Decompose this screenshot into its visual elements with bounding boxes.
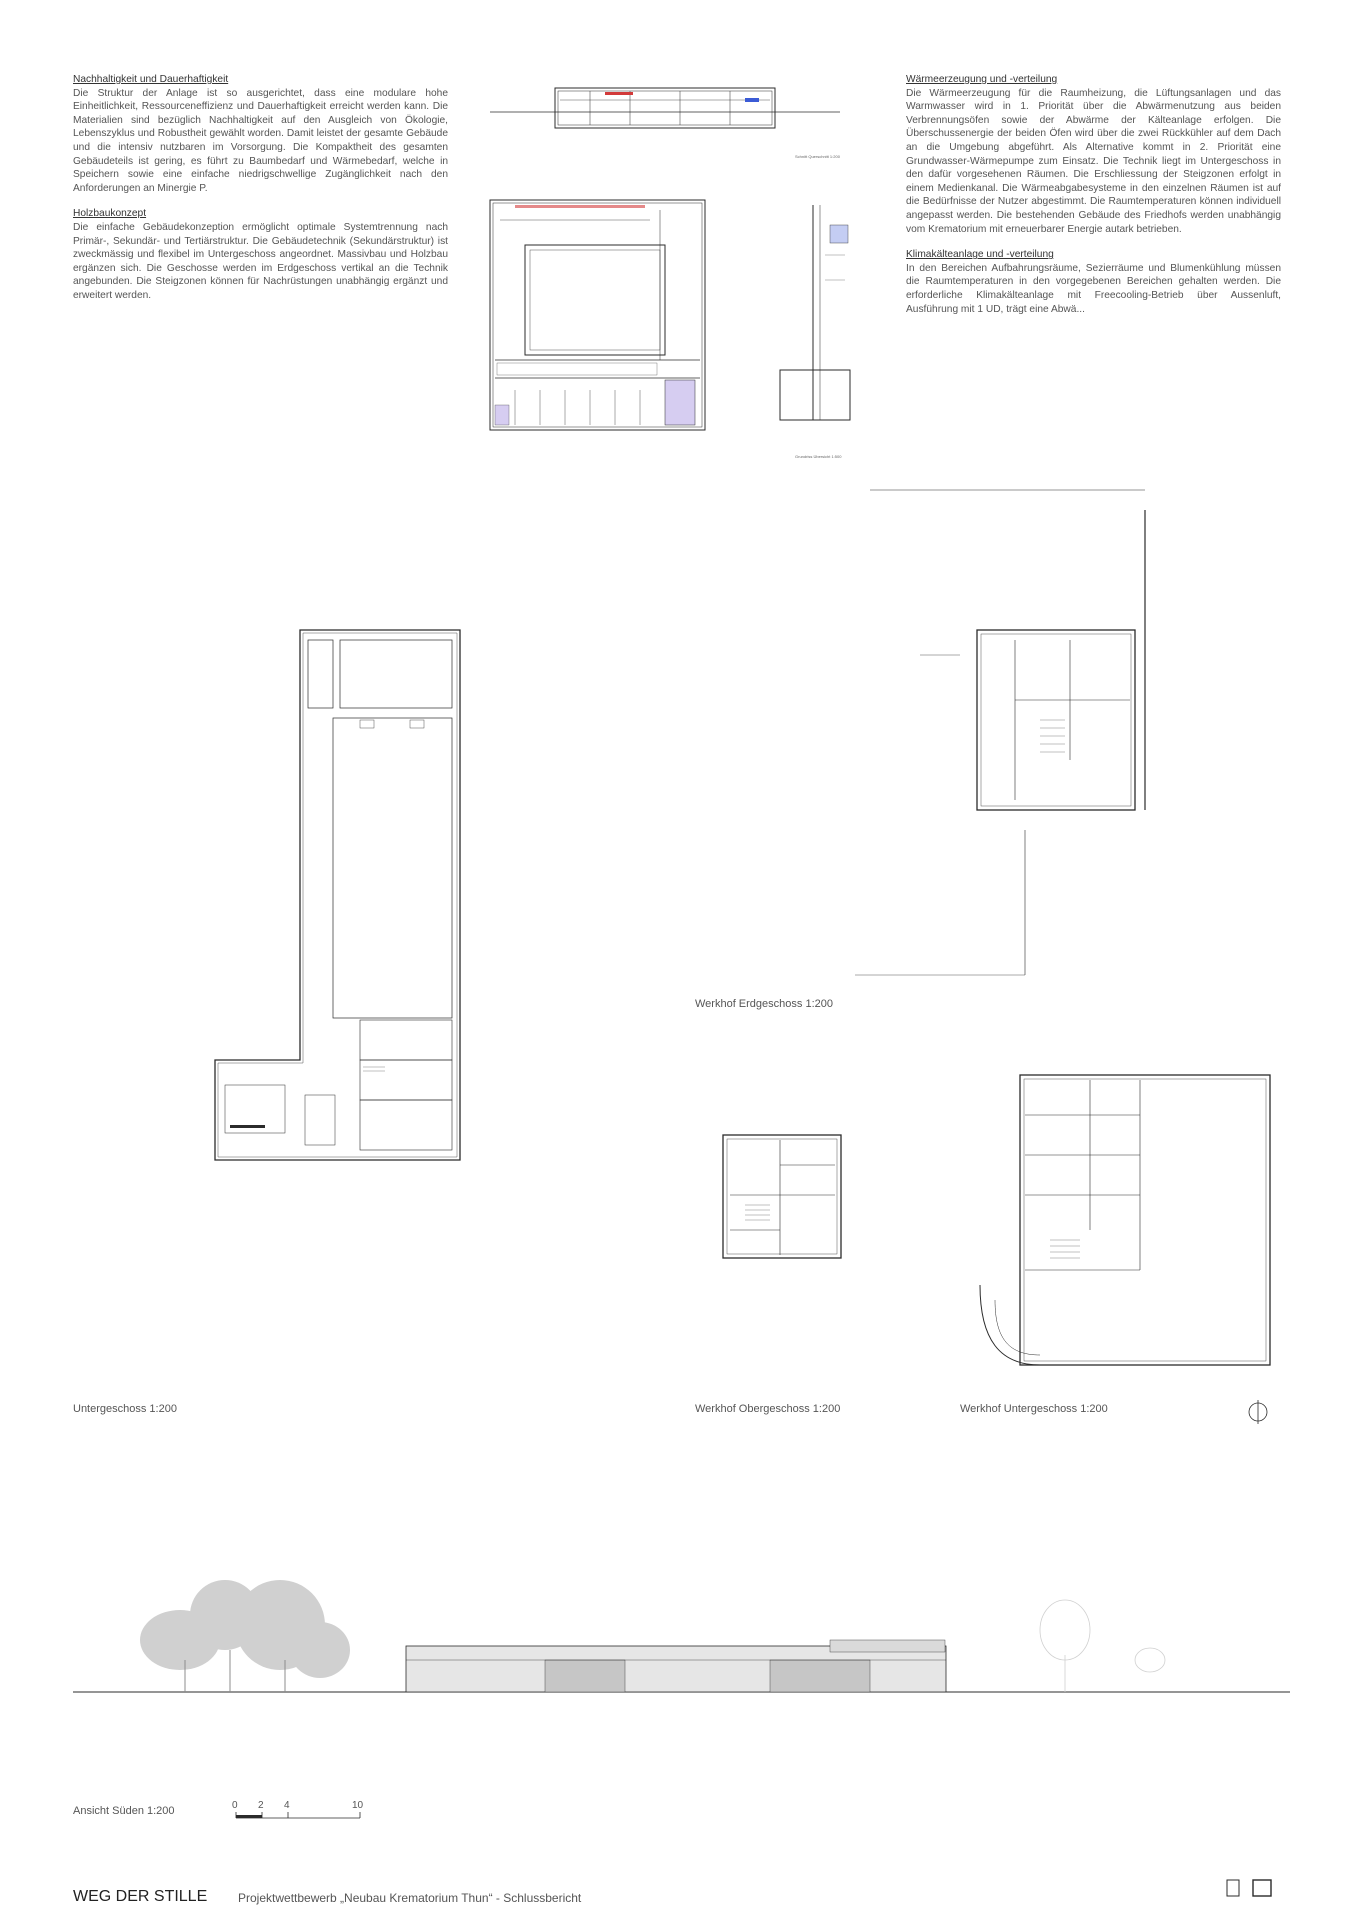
top-plan-drawing: [490, 200, 705, 430]
werkhof-eg-plan: [855, 490, 1145, 975]
paragraph-heating: Die Wärmeerzeugung für die Raumheizung, die Lüftungsanlagen und das Warmwasser wird in 1. Priorität über die Abwärmenutzung aus beiden Verbrennungsöfen sowie der Abwärme der Kälteanlage erfolgen. Die Überschussenergie der beiden Öfen wird über die zwei Rückkühler auf dem Dach an die Umgebung abgeführt. Als Alternative kommt in 2. Priorität eine Grundwasser-Wärmepumpe zum Einsatz. Die Technik liegt im Untergeschoss in den dafür vorgesehenen Räumen. Die Erschliessung der Steigzonen erfolgt in einem Medienkanal. Die Wärmeabgabesysteme in den einzelnen Räumen ist auf die Bedürfnisse der Nutzer abgestimmt. Die Raumtemperaturen können individuell angepasst werden. Die bestehenden Gebäude des Friedhofs werden unabhängig vom Krematorium mit erneuerbarer Energie autark betrieben.: [906, 87, 1281, 235]
top-plan-side-drawing: [780, 205, 850, 420]
caption-werkhof-og: Werkhof Obergeschoss 1:200: [695, 1403, 841, 1415]
heading-cooling: Klimakälteanlage und -verteilung: [906, 249, 1054, 261]
paragraph-cooling: In den Bereichen Aufbahrungsräume, Sezierräume und Blumenkühlung müssen die Raumtemperaturen in den vorgegebenen Bereichen gehalten werden. Die erforderliche Klimakälteanlage mit Freecooling-Betrieb über Aussenluft, Ausführung mit 1 UD, trägt eine Abwä...: [906, 262, 1281, 315]
scale-label-0: 0: [232, 1800, 238, 1811]
paragraph-timber-concept: Die einfache Gebäudekonzeption ermöglicht optimale Systemtrennung nach Primär-, Sekundär- und Tertiärstruktur. Die Gebäudetechnik (Sekundärstruktur) ist zweckmässig und flexibel im Untergeschoss angeordnet. Massivbau und Holzbau ergänzen sich. Die Geschosse werden im Erdgeschoss vertikal an die Technik angebunden. Die Steigzonen können für Nachrüstungen unabhängig ergänzt und erweitert werden.: [73, 221, 448, 301]
caption-werkhof-ug: Werkhof Untergeschoss 1:200: [960, 1403, 1108, 1415]
scale-bar: [236, 1812, 360, 1818]
werkhof-og-plan: [723, 1135, 841, 1258]
project-subtitle: Projektwettbewerb „Neubau Krematorium Thun“ - Schlussbericht: [238, 1891, 582, 1905]
north-arrow-icon: [1249, 1400, 1267, 1424]
heading-heating: Wärmeerzeugung und -verteilung: [906, 74, 1058, 85]
scale-label-2: 2: [258, 1800, 264, 1811]
tree-icon: [140, 1580, 350, 1678]
project-title: WEG DER STILLE: [73, 1888, 208, 1905]
caption-werkhof-eg: Werkhof Erdgeschoss 1:200: [695, 998, 833, 1010]
logo-icon: [1227, 1880, 1271, 1896]
caption-plan-top: Grundriss Übersicht 1:500: [795, 454, 842, 459]
scale-label-10: 10: [352, 1800, 364, 1811]
top-section-drawing: [490, 88, 840, 128]
caption-elevation: Ansicht Süden 1:200: [73, 1805, 175, 1817]
untergeschoss-plan: [215, 630, 460, 1160]
tree-icon-right: [1040, 1600, 1165, 1692]
scale-label-4: 4: [284, 1800, 290, 1811]
paragraph-sustainability: Die Struktur der Anlage ist so ausgerichtet, dass eine modulare hohe Einheitlichkeit, Ressourceneffizienz und Dauerhaftigkeit erreicht werden kann. Die Materialien sind bezüglich Nachhaltigkeit auf den Ausgleich von Ökologie, Lebenszyklus und Robustheit gewählt worden. Damit leistet der gesamte Gebäude und die intensiv nutzbaren im Vorsorgung. Die Kompaktheit des gesamten Gebäudeteils ist gering, es führt zu Baumbedarf und Wärmebedarf, welche in Speichern sowie eine einfache niedrigschwellige Zugänglichkeit nach den Anforderungen an Minergie P.: [73, 87, 448, 194]
werkhof-ug-plan: [980, 1075, 1270, 1365]
heading-timber-concept: Holzbaukonzept: [73, 208, 147, 220]
heading-sustainability: Nachhaltigkeit und Dauerhaftigkeit: [73, 74, 229, 85]
caption-section-top: Schnitt Querschnitt 1:200: [795, 154, 840, 159]
caption-untergeschoss: Untergeschoss 1:200: [73, 1403, 177, 1415]
